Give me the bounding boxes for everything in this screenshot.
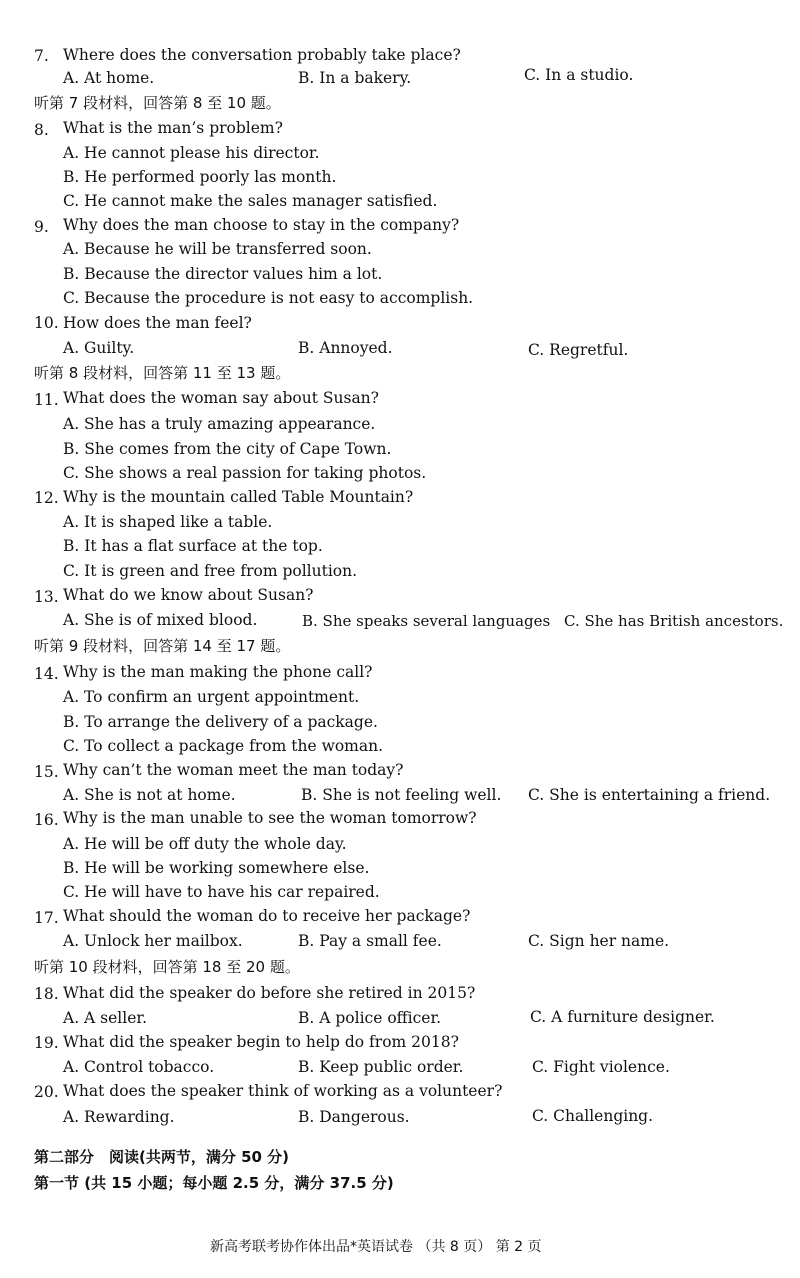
option-a: A. He will be off duty the whole day. — [63, 835, 347, 853]
option-a: A. Unlock her mailbox. — [63, 932, 243, 950]
option-b: B. Dangerous. — [298, 1108, 410, 1126]
option-a: A. Because he will be transferred soon. — [63, 240, 372, 258]
option-a: A. He cannot please his director. — [63, 144, 320, 162]
option-b: B. Keep public order. — [298, 1058, 464, 1076]
option-c: C. A furniture designer. — [530, 1008, 715, 1026]
question-number: 18. — [34, 985, 59, 1003]
question-number: 13. — [34, 588, 59, 606]
option-a: A. She has a truly amazing appearance. — [63, 415, 376, 433]
question-text: Why is the man making the phone call? — [63, 663, 373, 681]
option-c: C. Challenging. — [532, 1107, 654, 1125]
option-a: A. She is not at home. — [63, 786, 236, 804]
option-b: B. Because the director values him a lot. — [63, 265, 383, 283]
option-c: C. To collect a package from the woman. — [63, 737, 384, 755]
option-b: B. It has a flat surface at the top. — [63, 537, 323, 555]
section-heading: 听第 9 段材料，回答第 14 至 17 题。 — [34, 637, 291, 655]
option-b: B. Pay a small fee. — [298, 932, 442, 950]
option-a: A. It is shaped like a table. — [63, 513, 273, 531]
question-text: Where does the conversation probably take place? — [63, 46, 461, 64]
option-b: B. She speaks several languages — [302, 612, 551, 630]
page-footer: 新高考联考协作体出品*英语试卷 （共 8 页） 第 2 页 — [210, 1239, 542, 1255]
question-text: What should the woman do to receive her package? — [63, 907, 471, 925]
question-number: 20. — [34, 1083, 59, 1101]
question-number: 14. — [34, 665, 59, 683]
option-c: C. Sign her name. — [528, 932, 670, 950]
option-b: B. She is not feeling well. — [301, 786, 502, 804]
section-heading: 听第 8 段材料，回答第 11 至 13 题。 — [34, 364, 291, 382]
question-text: What did the speaker do before she retired in 2015? — [63, 984, 476, 1002]
question-text: Why does the man choose to stay in the company? — [63, 216, 460, 234]
question-text: What is the man’s problem? — [63, 119, 283, 137]
option-a: A. Control tobacco. — [63, 1058, 215, 1076]
question-number: 17. — [34, 909, 59, 927]
option-c: C. She has British ancestors. — [564, 612, 784, 630]
option-c: C. She shows a real passion for taking photos. — [63, 464, 427, 482]
question-number: 8. — [34, 121, 49, 139]
question-text: Why can’t the woman meet the man today? — [63, 761, 404, 779]
option-b: B. He will be working somewhere else. — [63, 859, 370, 877]
question-text: What does the speaker think of working as a volunteer? — [63, 1082, 503, 1100]
question-number: 15. — [34, 763, 59, 781]
question-number: 16. — [34, 811, 59, 829]
option-b: B. She comes from the city of Cape Town. — [63, 440, 392, 458]
option-b: B. In a bakery. — [298, 69, 412, 87]
part-title: 第二部分 阅读(共两节，满分 50 分) — [34, 1148, 290, 1166]
section-title: 第一节 (共 15 小题；每小题 2.5 分，满分 37.5 分) — [34, 1174, 394, 1192]
question-text: What do we know about Susan? — [63, 586, 314, 604]
question-number: 7. — [34, 47, 49, 65]
option-b: B. A police officer. — [298, 1009, 442, 1027]
option-b: B. Annoyed. — [298, 339, 393, 357]
question-text: How does the man feel? — [63, 314, 252, 332]
option-c: C. She is entertaining a friend. — [528, 786, 771, 804]
option-b: B. To arrange the delivery of a package. — [63, 713, 378, 731]
option-a: A. She is of mixed blood. — [63, 611, 258, 629]
question-text: What does the woman say about Susan? — [63, 389, 379, 407]
option-c: C. Regretful. — [528, 341, 629, 359]
section-heading: 听第 7 段材料，回答第 8 至 10 题。 — [34, 94, 281, 112]
section-heading: 听第 10 段材料，回答第 18 至 20 题。 — [34, 958, 300, 976]
question-number: 19. — [34, 1034, 59, 1052]
question-text: What did the speaker begin to help do from 2018? — [63, 1033, 459, 1051]
question-text: Why is the mountain called Table Mountain? — [63, 488, 414, 506]
option-a: A. A seller. — [63, 1009, 148, 1027]
option-c: C. He will have to have his car repaired. — [63, 883, 380, 901]
question-number: 12. — [34, 489, 59, 507]
question-number: 9. — [34, 218, 49, 236]
option-c: C. In a studio. — [524, 66, 634, 84]
option-c: C. It is green and free from pollution. — [63, 562, 358, 580]
option-a: A. Guilty. — [63, 339, 135, 357]
option-a: A. Rewarding. — [63, 1108, 175, 1126]
option-b: B. He performed poorly las month. — [63, 168, 337, 186]
option-a: A. At home. — [63, 69, 155, 87]
question-number: 10. — [34, 314, 59, 332]
option-c: C. Fight violence. — [532, 1058, 670, 1076]
question-number: 11. — [34, 391, 59, 409]
option-a: A. To confirm an urgent appointment. — [63, 688, 360, 706]
option-c: C. Because the procedure is not easy to accomplish. — [63, 289, 474, 307]
option-c: C. He cannot make the sales manager satisfied. — [63, 192, 438, 210]
question-text: Why is the man unable to see the woman tomorrow? — [63, 809, 477, 827]
